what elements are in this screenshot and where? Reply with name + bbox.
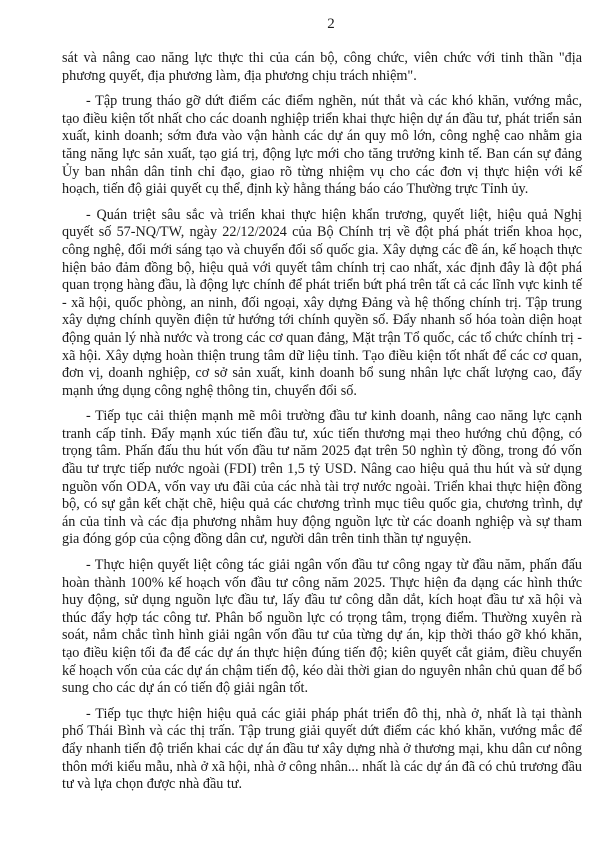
paragraph-investment-environment: - Tiếp tục cải thiện mạnh mẽ môi trường đầu tư kinh doanh, nâng cao năng lực cạnh tranh cấp tỉnh. Đẩy mạnh xúc tiến đầu tư, xúc tiến thương mại theo hướng chủ động, có trọng tâm. Phấn đấu thu hút vốn đầu tư năm 2025 đạt trên 50 nghìn tỷ đồng, trong đó vốn đầu tư trực tiếp nước ngoài (FDI) trên 1,5 tỷ USD. Nâng cao hiệu quả thu hút và sử dụng nguồn vốn ODA, vốn vay ưu đãi của các nhà tài trợ nước ngoài. Triển khai thực hiện đồng bộ, có sự gắn kết chặt chẽ, hiệu quả các chương trình mục tiêu quốc gia, chương trình, dự án của tỉnh và các địa phương nhằm huy động nguồn lực từ các doanh nghiệp và sự tham gia đóng góp của cộng đồng dân cư, người dân trên tinh thần tự nguyện. [62, 408, 582, 548]
paragraph-continuation: sát và nâng cao năng lực thực thi của cán bộ, công chức, viên chức với tinh thần "địa phương quyết, địa phương làm, địa phương chịu trách nhiệm". [62, 50, 582, 84]
page-number: 2 [327, 16, 335, 32]
paragraph-resolution-57: - Quán triệt sâu sắc và triển khai thực hiện khẩn trương, quyết liệt, hiệu quả Nghị quyết số 57-NQ/TW, ngày 22/12/2024 của Bộ Chính trị về đột phá phát triển khoa học, công nghệ, đổi mới sáng tạo và chuyển đổi số quốc gia. Xây dựng các đề án, kế hoạch thực hiện bảo đảm đồng bộ, hiệu quả với quyết tâm chính trị cao nhất, xác định đây là đột phá quan trọng hàng đầu, là động lực chính để phát triển bứt phá trên tất cả các lĩnh vực kinh tế - xã hội, quốc phòng, an ninh, đối ngoại, xây dựng Đảng và hệ thống chính trị. Tập trung xây dựng chính quyền điện tử hướng tới chính quyền số. Đẩy nhanh số hóa toàn diện hoạt động quản lý nhà nước và trong các cơ quan đảng, Mặt trận Tổ quốc, các tổ chức chính trị - xã hội. Xây dựng hoàn thiện trung tâm dữ liệu tỉnh. Tạo điều kiện tốt nhất để các cơ quan, đơn vị, doanh nghiệp, cơ sở sản xuất, kinh doanh bổ sung nhân lực chất lượng cao, đẩy mạnh ứng dụng công nghệ thông tin, chuyển đổi số. [62, 206, 582, 399]
paragraph-business-obstacles: - Tập trung tháo gỡ dứt điểm các điểm nghẽn, nút thắt và các khó khăn, vướng mắc, tạo điều kiện tốt nhất cho các doanh nghiệp triển khai thực hiện dự án đầu tư, phát triển sản xuất, kinh doanh; sớm đưa vào vận hành các dự án quy mô lớn, công nghệ cao nhằm gia tăng năng lực sản xuất, tạo giá trị, động lực mới cho tăng trưởng kinh tế. Ban cán sự đảng Ủy ban nhân dân tỉnh chỉ đạo, giao rõ từng nhiệm vụ cho các đơn vị thực hiện với kế hoạch, tiến độ giải quyết cụ thể, định kỳ hằng tháng báo cáo Thường trực Tỉnh ủy. [62, 93, 582, 198]
paragraph-urban-housing: - Tiếp tục thực hiện hiệu quả các giải pháp phát triển đô thị, nhà ở, nhất là tại thành phố Thái Bình và các thị trấn. Tập trung giải quyết dứt điểm các khó khăn, vướng mắc để đẩy nhanh tiến độ triển khai các dự án đầu tư xây dựng nhà ở thương mại, khu dân cư nông thôn mới kiểu mẫu, nhà ở xã hội, nhà ở công nhân... nhất là các dự án đã có chủ trương đầu tư và lựa chọn được nhà đầu tư. [62, 705, 582, 793]
paragraph-public-investment: - Thực hiện quyết liệt công tác giải ngân vốn đầu tư công ngay từ đầu năm, phấn đấu hoàn thành 100% kế hoạch vốn đầu tư công năm 2025. Thực hiện đa dạng các hình thức huy động, sử dụng nguồn lực đầu tư, lấy đầu tư công dẫn dắt, kích hoạt đầu tư xã hội và thúc đẩy hợp tác công tư. Phân bổ nguồn lực có trọng tâm, trọng điểm. Thường xuyên rà soát, nắm chắc tình hình giải ngân vốn đầu tư của từng dự án, kịp thời tháo gỡ khó khăn, tạo điều kiện tối đa để các dự án thực hiện đúng tiến độ; kiên quyết cắt giảm, điều chuyển kế hoạch vốn của các dự án chậm tiến độ, kéo dài thời gian do nguyên nhân chủ quan để bổ sung cho các dự án có tiến độ giải ngân tốt. [62, 557, 582, 697]
